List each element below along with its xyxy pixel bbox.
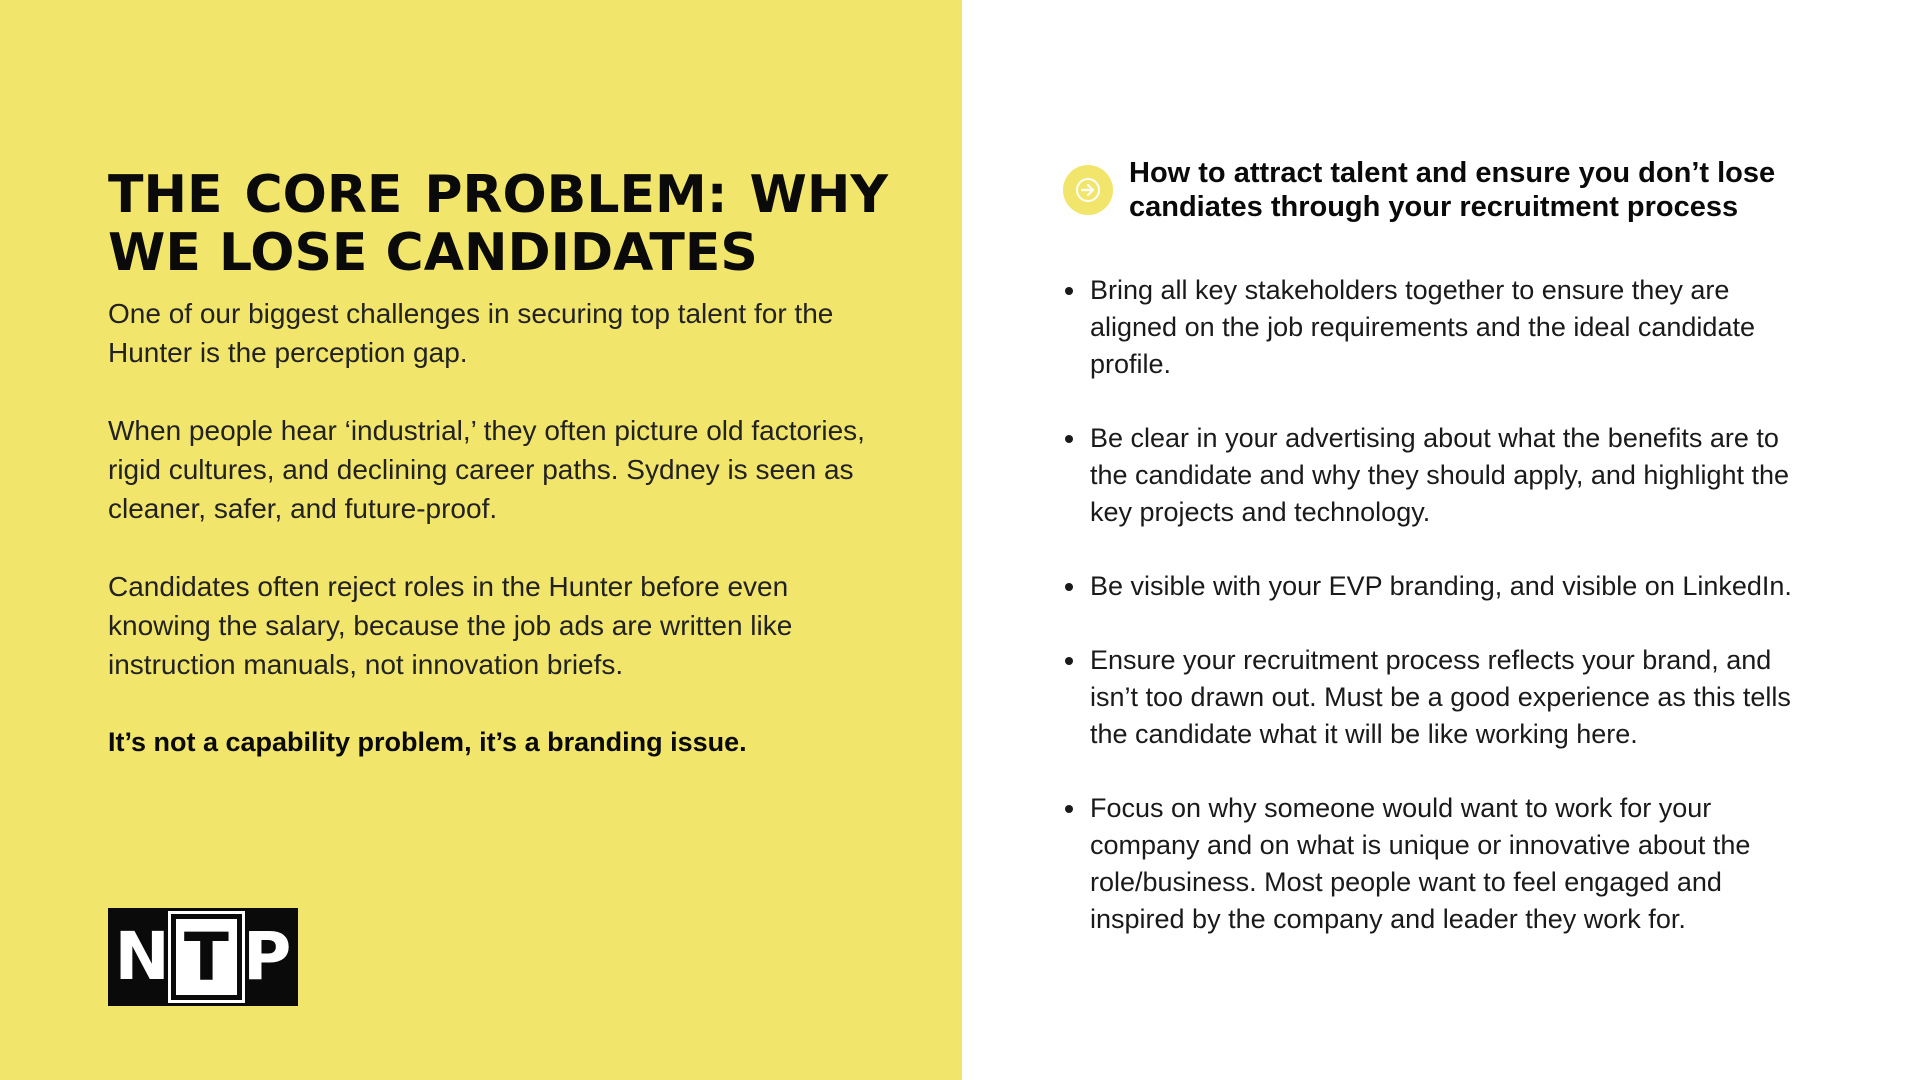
section-heading: How to attract talent and ensure you don’t lose candiates through your recruitment process bbox=[1129, 157, 1776, 223]
bullet-dot bbox=[1065, 435, 1073, 443]
bullet-list bbox=[1063, 272, 1803, 975]
body-paragraph: When people hear ‘industrial,’ they often picture old factories, rigid cultures, and declining career paths. Sydney is seen as cleaner, safer, and future-proof. bbox=[108, 415, 865, 524]
title-word: THE bbox=[108, 165, 223, 225]
logo-letter: N bbox=[114, 918, 170, 995]
title-word: PROBLEM: bbox=[424, 165, 728, 225]
list-item bbox=[1063, 420, 1803, 531]
arrow-right-circle-icon bbox=[1063, 165, 1113, 215]
title-line-2: WE LOSE CANDIDATES bbox=[108, 223, 758, 283]
section-heading-row bbox=[1063, 156, 1823, 224]
list-item-text: Ensure your recruitment process reflects your brand, and isn’t too drawn out. Must be a good experience as this tells the candidate what it will be like working here. bbox=[1090, 645, 1791, 749]
body-text bbox=[108, 294, 898, 801]
list-item bbox=[1063, 272, 1803, 383]
bullet-dot bbox=[1065, 805, 1073, 813]
ntp-logo bbox=[108, 908, 298, 1006]
logo-letter: T bbox=[171, 914, 242, 1000]
bullet-dot bbox=[1065, 287, 1073, 295]
title-word: WHY bbox=[749, 165, 888, 225]
body-paragraph: One of our biggest challenges in securing top talent for the Hunter is the perception gap. bbox=[108, 298, 834, 368]
page-title bbox=[108, 166, 888, 282]
list-item-text: Be visible with your EVP branding, and visible on LinkedIn. bbox=[1090, 571, 1792, 601]
list-item bbox=[1063, 568, 1803, 605]
emphasis-statement: It’s not a capability problem, it’s a branding issue. bbox=[108, 727, 747, 757]
list-item-text: Be clear in your advertising about what the benefits are to the candidate and why they should apply, and highlight the key projects and technology. bbox=[1090, 423, 1790, 527]
list-item bbox=[1063, 790, 1803, 938]
list-item-text: Bring all key stakeholders together to ensure they are aligned on the job requirements and the ideal candidate profile. bbox=[1090, 275, 1755, 379]
list-item bbox=[1063, 642, 1803, 753]
title-line-1 bbox=[108, 166, 888, 224]
list-item-text: Focus on why someone would want to work for your company and on what is unique or innovative about the role/business. Most people want to feel engaged and inspired by the company and leader they work for. bbox=[1090, 793, 1751, 934]
logo-letter: P bbox=[243, 918, 292, 995]
arrow-right-icon bbox=[1075, 177, 1101, 203]
bullet-dot bbox=[1065, 657, 1073, 665]
title-word: CORE bbox=[244, 165, 403, 225]
bullet-dot bbox=[1065, 583, 1073, 591]
body-paragraph: Candidates often reject roles in the Hunter before even knowing the salary, because the job ads are written like instruction manuals, not innovation briefs. bbox=[108, 571, 793, 680]
